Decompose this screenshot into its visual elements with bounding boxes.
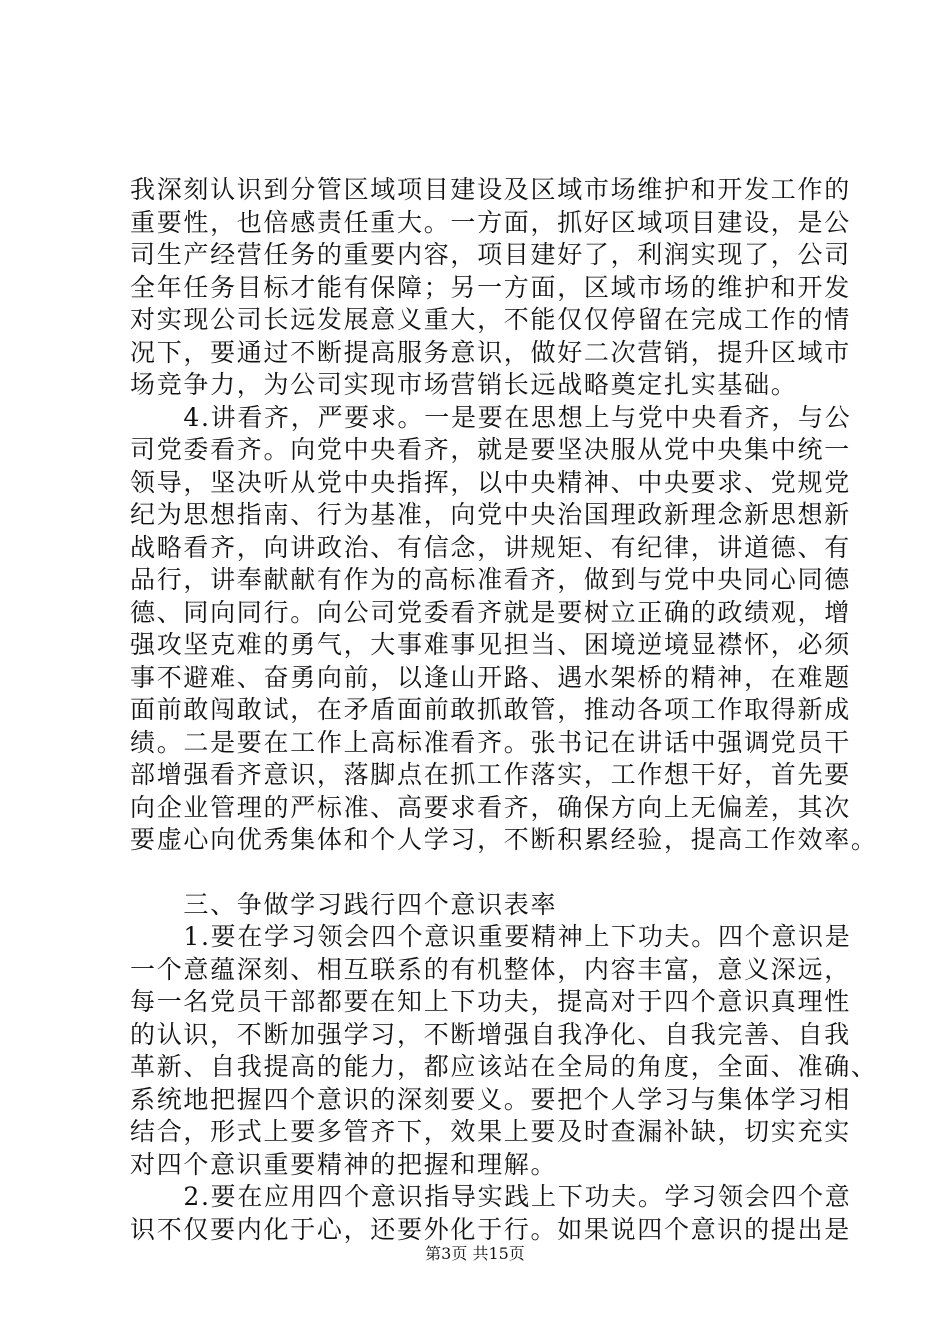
text-line: 强攻坚克难的勇气，大事难事见担当、困境逆境显襟怀，必须 xyxy=(130,630,851,659)
text-line: 全年任务目标才能有保障；另一方面，区域市场的维护和开发 xyxy=(130,272,851,302)
text-line: 结合，形式上要多管齐下，效果上要及时查漏补缺，切实充实 xyxy=(130,1117,851,1146)
text-line: 面前敢闯敢试，在矛盾面前敢抓敢管，推动各项工作取得新成 xyxy=(130,695,851,724)
text-line: 司生产经营任务的重要内容，项目建好了，利润实现了，公司 xyxy=(130,240,851,269)
text-line: 品行，讲奉献献有作为的高标准看齐，做到与党中央同心同德 xyxy=(130,565,851,594)
text-line: 识不仅要内化于心，还要外化于行。如果说四个意识的提出是 xyxy=(130,1214,851,1244)
text-line: 场竞争力，为公司实现市场营销长远战略奠定扎实基础。 xyxy=(130,370,798,399)
text-line: 绩。二是要在工作上高标准看齐。张书记在讲话中强调党员干 xyxy=(130,727,851,757)
text-line: 德、同向同行。向公司党委看齐就是要树立正确的政绩观，增 xyxy=(130,597,851,627)
text-line: 2.要在应用四个意识指导实践上下功夫。学习领会四个意 xyxy=(130,1182,852,1211)
text-line: 部增强看齐意识，落脚点在抓工作落实，工作想干好，首先要 xyxy=(130,760,851,789)
text-line: 对实现公司长远发展意义重大，不能仅仅停留在完成工作的情 xyxy=(130,305,851,334)
text-line: 的认识，不断加强学习，不断增强自我净化、自我完善、自我 xyxy=(130,1019,851,1049)
text-line: 司党委看齐。向党中央看齐，就是要坚决服从党中央集中统一 xyxy=(130,435,851,464)
text-line: 每一名党员干部都要在知上下功夫，提高对于四个意识真理性 xyxy=(130,987,851,1016)
text-line: 事不避难、奋勇向前，以逢山开路、遇水架桥的精神，在难题 xyxy=(130,662,851,692)
paragraph-item-1 xyxy=(130,921,878,1181)
paragraph-item-2 xyxy=(130,1181,852,1246)
text-line: 1.要在学习领会四个意识重要精神上下功夫。四个意识是 xyxy=(130,922,852,951)
text-line: 对四个意识重要精神的把握和理解。 xyxy=(130,1149,558,1179)
page-number-footer: 第3页 共15页 xyxy=(425,1244,525,1263)
text-line: 我深刻认识到分管区域项目建设及区域市场维护和开发工作的 xyxy=(130,175,851,204)
paragraph-gap xyxy=(130,857,840,889)
text-line: 领导，坚决听从党中央指挥，以中央精神、中央要求、党规党 xyxy=(130,467,851,497)
text-line: 要虚心向优秀集体和个人学习，不断积累经验，提高工作效率。 xyxy=(130,825,878,854)
text-line: 系统地把握四个意识的深刻要义。要把个人学习与集体学习相 xyxy=(130,1084,851,1114)
text-line: 况下，要通过不断提高服务意识，做好二次营销，提升区域市 xyxy=(130,337,851,367)
text-line: 向企业管理的严标准、高要求看齐，确保方向上无偏差，其次 xyxy=(130,792,851,822)
section-heading: 三、争做学习践行四个意识表率 xyxy=(130,889,558,919)
text-line: 重要性，也倍感责任重大。一方面，抓好区域项目建设，是公 xyxy=(130,207,851,237)
text-line: 革新、自我提高的能力，都应该站在全局的角度，全面、准确、 xyxy=(130,1052,878,1081)
paragraph-item-4 xyxy=(130,402,878,857)
text-line: 一个意蕴深刻、相互联系的有机整体，内容丰富，意义深远， xyxy=(130,954,851,984)
text-line: 4.讲看齐，严要求。一是要在思想上与党中央看齐，与公 xyxy=(130,402,852,432)
body-text xyxy=(130,174,878,1246)
text-line: 战略看齐，向讲政治、有信念，讲规矩、有纪律，讲道德、有 xyxy=(130,532,851,562)
paragraph-continuation xyxy=(130,174,851,402)
text-line: 纪为思想指南、行为基准，向党中央治国理政新理念新思想新 xyxy=(130,500,851,529)
